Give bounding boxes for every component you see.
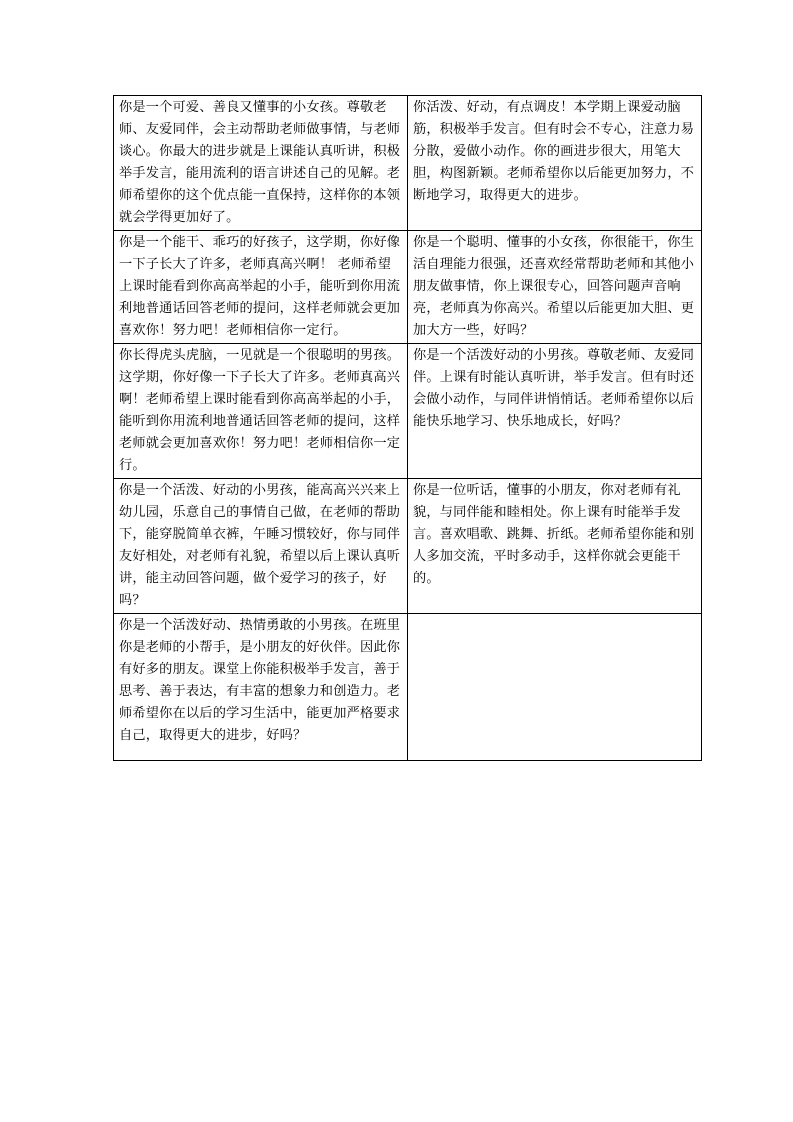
comments-table [113,95,702,761]
table-row [114,231,702,344]
empty-cell [408,614,702,761]
comment-cell: 你是一位听话，懂事的小朋友，你对老师有礼貌，与同伴能和睦相处。你上课有时能举手发言。喜欢唱歌、跳舞、折纸。老师希望你能和别人多加交流，平时多动手，这样你就会更能干的。 [408,479,702,614]
comment-cell: 你是一个活泼好动、热情勇敢的小男孩。在班里你是老师的小帮手，是小朋友的好伙伴。因此你有好多的朋友。课堂上你能积极举手发言，善于思考、善于表达，有丰富的想象力和创造力。老师希望你在以后的学习生活中，能更加严格要求自己，取得更大的进步，好吗？ [114,614,408,761]
comment-cell: 你是一个能干、乖巧的好孩子，这学期，你好像一下子长大了许多，老师真高兴啊！ 老师希望上课时能看到你高高举起的小手，能听到你用流利地普通话回答老师的提问，这样老师就会更加喜欢你！努力吧！老师相信你一定行。 [114,231,408,344]
comment-cell: 你是一个聪明、懂事的小女孩，你很能干，你生活自理能力很强，还喜欢经常帮助老师和其他小朋友做事情，你上课很专心，回答问题声音响亮，老师真为你高兴。希望以后能更加大胆、更加大方一些，好吗？ [408,231,702,344]
comment-cell: 你是一个可爱、善良又懂事的小女孩。尊敬老师、友爱同伴，会主动帮助老师做事情，与老师谈心。你最大的进步就是上课能认真听讲，积极举手发言，能用流利的语言讲述自己的见解。老师希望你的这个优点能一直保持，这样你的本领就会学得更加好了。 [114,96,408,231]
table-row [114,344,702,479]
comment-cell: 你长得虎头虎脑，一见就是一个很聪明的男孩。 这学期，你好像一下子长大了许多。老师真高兴啊！老师希望上课时能看到你高高举起的小手，能听到你用流利地普通话回答老师的提问，这样老师就会更加喜欢你！努力吧！老师相信你一定行。 [114,344,408,479]
comment-cell: 你是一个活泼、好动的小男孩，能高高兴兴来上幼儿园，乐意自己的事情自己做，在老师的帮助下，能穿脱简单衣裤，午睡习惯较好，你与同伴友好相处，对老师有礼貌，希望以后上课认真听讲，能主动回答问题，做个爱学习的孩子，好吗？ [114,479,408,614]
table-row [114,479,702,614]
table-row [114,96,702,231]
table-row [114,614,702,761]
comment-cell: 你是一个活泼好动的小男孩。尊敬老师、友爱同伴。上课有时能认真听讲，举手发言。但有时还会做小动作，与同伴讲悄悄话。老师希望你以后能快乐地学习、快乐地成长，好吗？ [408,344,702,479]
comment-cell: 你活泼、好动，有点调皮！本学期上课爱动脑筋，积极举手发言。但有时会不专心，注意力易分散，爱做小动作。你的画进步很大，用笔大胆，构图新颖。老师希望你以后能更加努力，不断地学习，取得更大的进步。 [408,96,702,231]
